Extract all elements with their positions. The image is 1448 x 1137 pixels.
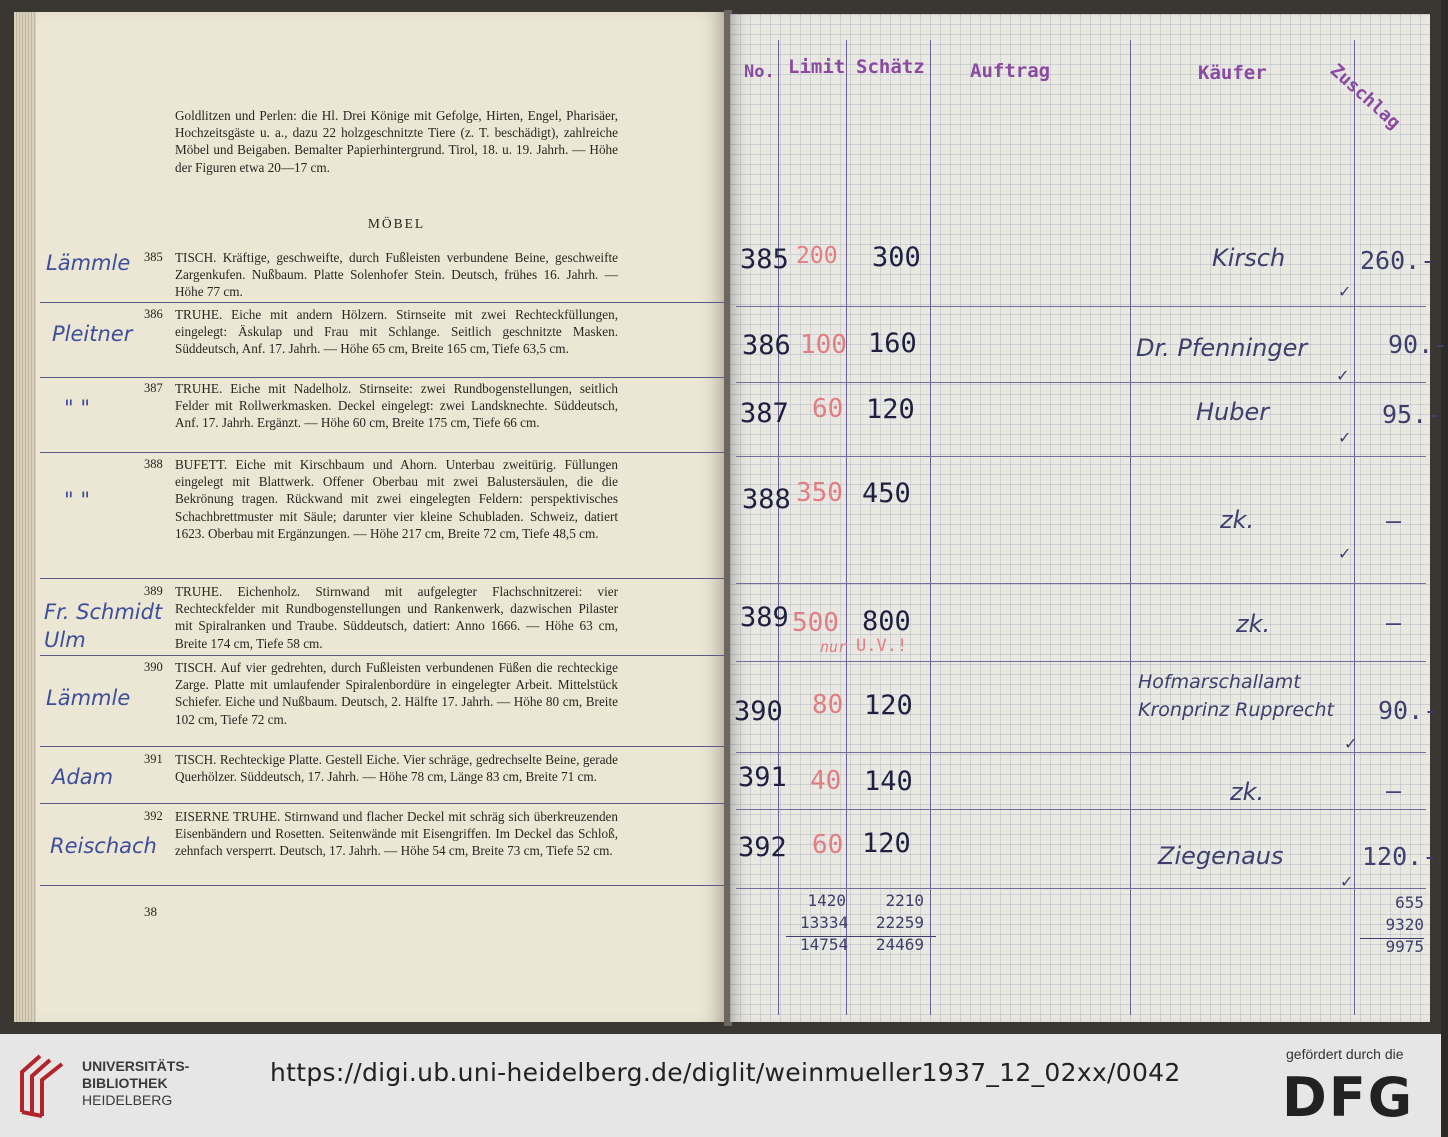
ledger-limit: 350 <box>796 478 843 508</box>
ledger-hammer-price: — <box>1386 608 1402 637</box>
header-no: No. <box>744 62 775 82</box>
check-mark: ✓ <box>1344 734 1358 753</box>
ledger-row-line <box>736 888 1426 889</box>
row-rule <box>40 578 726 579</box>
ledger-hammer-price: 260.- <box>1360 246 1436 275</box>
ledger-estimate: 300 <box>872 242 921 273</box>
row-rule <box>40 885 726 886</box>
lot-description: TISCH. Auf vier gedrehten, durch Fußleisten verbundenen Füßen die rechteckige Zarge. Platte mit umlaufender Spiralenbordüre in eingelegter Arbeit. Mittelstück Schiefer. Eiche und Nußbaum. Deutsch, 2. Hälfte 17. Jahrh. — Höhe 80 cm, Breite 102 cm, Tiefe 72 cm. <box>175 660 618 727</box>
lot-number: 392 <box>144 809 163 823</box>
library-line: HEIDELBERG <box>82 1092 173 1108</box>
check-mark: ✓ <box>1338 428 1352 447</box>
column-divider <box>930 40 931 1015</box>
total-value: 9975 <box>1385 937 1424 956</box>
ledger-hammer-price: 120.- <box>1362 842 1438 871</box>
check-mark: ✓ <box>1340 872 1354 891</box>
ledger-buyer: zk. <box>1236 610 1271 638</box>
ledger-buyer: Hofmarschallamt Kronprinz Rupprecht <box>1138 671 1334 721</box>
lot-description: BUFETT. Eiche mit Kirschbaum und Ahorn. Unterbau zweitürig. Füllungen eingelegt mit Blattwerk. Offener Oberbau mit zwei Balustersäulen, die die Bekrönung tragen. Rückwand mit zwei eingelegten Feldern: perspektivisches Schachbrettmuster mit Säule; darunter vier kleine Schubladen. Schweiz, datiert 1623. Oberbau mit Ergänzungen. — Höhe 217 cm, Breite 72 cm, Tiefe 48,5 cm. <box>175 457 618 541</box>
university-library-logo-icon <box>18 1050 70 1118</box>
column-divider <box>846 40 847 1015</box>
handwritten-ditto-note: " " <box>64 396 90 420</box>
limit-totals <box>800 890 849 956</box>
ledger-lot-number: 391 <box>738 762 787 793</box>
handwritten-buyer-note: Lämmle <box>46 251 131 275</box>
dfg-logo: DFG <box>1282 1066 1415 1129</box>
ledger-lot-number: 389 <box>740 602 789 633</box>
ledger-limit: 40 <box>810 766 842 796</box>
total-value: 2210 <box>885 891 924 910</box>
handwritten-buyer-note: Adam <box>52 765 114 789</box>
row-rule <box>40 452 726 453</box>
lot-description: TRUHE. Eiche mit Nadelholz. Stirnseite: zwei Rundbogenstellungen, seitlich Felder mit Rollwerkmasken. Deckel eingelegt: zwei Landsknechte. Süddeutsch, Anf. 17. Jahrh. Ergänzt. — Höhe 60 cm, Breite 175 cm, Tiefe 66 cm. <box>175 381 618 431</box>
estimate-totals <box>852 890 924 956</box>
ledger-estimate: 120 <box>864 690 913 721</box>
ledger-buyer: Ziegenaus <box>1158 842 1284 870</box>
lot-number: 390 <box>144 660 163 674</box>
lot-description: TISCH. Rechteckige Platte. Gestell Eiche. Vier schräge, gedrechselte Beine, gerade Querhölzer. Süddeutsch, 17. Jahrh. — Höhe 78 cm, Länge 83 cm, Breite 71 cm. <box>175 752 618 785</box>
row-rule <box>40 377 726 378</box>
lot-description: EISERNE TRUHE. Stirnwand und flacher Deckel mit schräg sich überkreuzenden Eisenbändern und Rosetten. Seitenwände mit Eisengriffen. Im Deckel das Schloß, zehnfach versperrt. Deutsch, 17. Jahrh. — Höhe 54 cm, Breite 73 cm, Tiefe 52 cm. <box>175 809 618 859</box>
ledger-hammer-price: — <box>1386 506 1402 535</box>
library-line: UNIVERSITÄTS- <box>82 1058 190 1074</box>
row-rule <box>40 803 726 804</box>
row-rule <box>40 655 726 656</box>
hammer-totals <box>1364 892 1424 958</box>
lot-number: 391 <box>144 752 163 766</box>
ledger-lot-number: 385 <box>740 244 789 275</box>
total-value: 9320 <box>1385 915 1424 934</box>
column-divider <box>1354 40 1355 1015</box>
ledger-limit: 80 <box>812 690 844 720</box>
ledger-row-line <box>736 809 1426 810</box>
permalink-url[interactable]: https://digi.ub.uni-heidelberg.de/diglit/weinmueller1937_12_02xx/0042 <box>270 1058 1181 1087</box>
ledger-buyer: Kirsch <box>1212 244 1286 272</box>
ledger-lot-number: 388 <box>742 484 791 515</box>
handwritten-buyer-note: Fr. Schmidt Ulm <box>44 600 163 652</box>
ledger-row-line <box>736 306 1426 307</box>
sum-line <box>1360 938 1424 939</box>
ledger-estimate: 800 <box>862 606 911 637</box>
ledger-buyer: zk. <box>1230 778 1265 806</box>
ledger-limit: 60 <box>812 394 844 424</box>
total-value: 1420 <box>807 891 846 910</box>
ledger-buyer: Huber <box>1196 398 1270 426</box>
handwritten-buyer-note: Reischach <box>50 834 157 858</box>
check-mark: ✓ <box>1336 366 1350 385</box>
header-schaetz: Schätz <box>856 56 925 78</box>
lot-number: 385 <box>144 250 163 264</box>
ledger-estimate: 120 <box>866 394 915 425</box>
column-divider <box>778 40 779 1015</box>
ledger-lot-number: 387 <box>740 398 789 429</box>
total-value: 655 <box>1395 893 1424 912</box>
section-heading: MÖBEL <box>367 216 426 231</box>
page-edges <box>14 12 36 1022</box>
ledger-estimate: 140 <box>864 766 913 797</box>
lot-number: 388 <box>144 457 163 471</box>
header-kaeufer: Käufer <box>1198 62 1267 84</box>
right-ledger-page <box>730 14 1430 1022</box>
funding-note: gefördert durch die <box>1286 1046 1404 1062</box>
column-divider <box>1130 40 1131 1015</box>
viewer-footer <box>0 1034 1441 1137</box>
check-mark: ✓ <box>1338 282 1352 301</box>
intro-paragraph: Goldlitzen und Perlen: die Hl. Drei Könige mit Gefolge, Hirten, Engel, Pharisäer, Hochzeitsgäste u. a., dazu 22 holzgeschnitzte Tiere (z. T. beschädigt), zahlreiche Möbel und Beigaben. Bemalter Papierhintergrund. Tirol, 18. u. 19. Jahrh. — Höhe der Figuren etwa 20—17 cm. <box>175 108 618 175</box>
sum-line <box>786 936 936 937</box>
ledger-estimate: 450 <box>862 478 911 509</box>
lot-number: 389 <box>144 584 163 598</box>
lot-number: 387 <box>144 381 163 395</box>
ledger-estimate: 120 <box>862 828 911 859</box>
lot-description: TRUHE. Eichenholz. Stirnwand mit aufgelegter Flachschnitzerei: vier Rechteckfelder mit Rundbogenstellungen und Rankenwerk, dazwischen Pilaster mit Spiralranken und Traube. Süddeutsch, datiert: Anno 1666. — Höhe 63 cm, Breite 174 cm, Tiefe 58 cm. <box>175 584 618 651</box>
row-rule <box>40 746 726 747</box>
library-name <box>82 1058 189 1109</box>
ledger-lot-number: 390 <box>734 696 783 727</box>
ledger-hammer-price: 90.- <box>1388 330 1448 359</box>
ledger-row-line <box>736 583 1426 584</box>
page-number: 38 <box>144 904 157 919</box>
ledger-limit: 60 <box>812 830 844 860</box>
ledger-lot-number: 386 <box>742 330 791 361</box>
lot-description: TISCH. Kräftige, geschweifte, durch Fußleisten verbundene Beine, geschweifte Zargenkufen. Nußbaum. Platte Solenhofer Stein. Deutsch, frühes 16. Jahrh. — Höhe 77 cm. <box>175 250 618 300</box>
total-value: 22259 <box>875 913 924 932</box>
ledger-hammer-price: 90.- <box>1378 696 1439 725</box>
total-value: 14754 <box>800 935 849 954</box>
ledger-limit: 200 <box>796 243 838 269</box>
ledger-lot-number: 392 <box>738 832 787 863</box>
ledger-row-line <box>736 456 1426 457</box>
total-value: 24469 <box>875 935 924 954</box>
ledger-hammer-price: 95.- <box>1382 400 1443 429</box>
check-mark: ✓ <box>1338 544 1352 563</box>
header-zuschlag: Zuschlag <box>1325 60 1405 134</box>
library-line: BIBLIOTHEK <box>82 1075 168 1091</box>
handwritten-buyer-note: Pleitner <box>52 322 133 346</box>
ledger-estimate: 160 <box>868 328 917 359</box>
handwritten-ditto-note: " " <box>64 488 90 512</box>
total-value: 13334 <box>800 913 849 932</box>
ledger-row-line <box>736 661 1426 662</box>
header-limit: Limit <box>788 56 846 78</box>
ledger-limit: 100 <box>800 330 847 360</box>
estimate-annotation: U.V.! <box>856 636 908 656</box>
ledger-limit: 500 <box>792 608 839 638</box>
header-auftrag: Auftrag <box>970 60 1051 82</box>
handwritten-buyer-note: Lämmle <box>46 686 131 710</box>
lot-description: TRUHE. Eiche mit andern Hölzern. Stirnseite mit zwei Rechteckfüllungen, eingelegt: Äskulap und Frau mit Schlange. Seitlich geschnitzte Masken. Süddeutsch, Anf. 17. Jahrh. — Höhe 65 cm, Breite 165 cm, Tiefe 63,5 cm. <box>175 307 618 357</box>
ledger-buyer: Dr. Pfenninger <box>1136 334 1308 362</box>
ledger-row-line <box>736 382 1426 383</box>
lot-number: 386 <box>144 307 163 321</box>
ledger-row-line <box>736 752 1426 753</box>
limit-annotation: nur <box>820 638 848 656</box>
row-rule <box>40 302 726 303</box>
ledger-hammer-price: — <box>1386 776 1402 805</box>
ledger-buyer: zk. <box>1220 506 1255 534</box>
